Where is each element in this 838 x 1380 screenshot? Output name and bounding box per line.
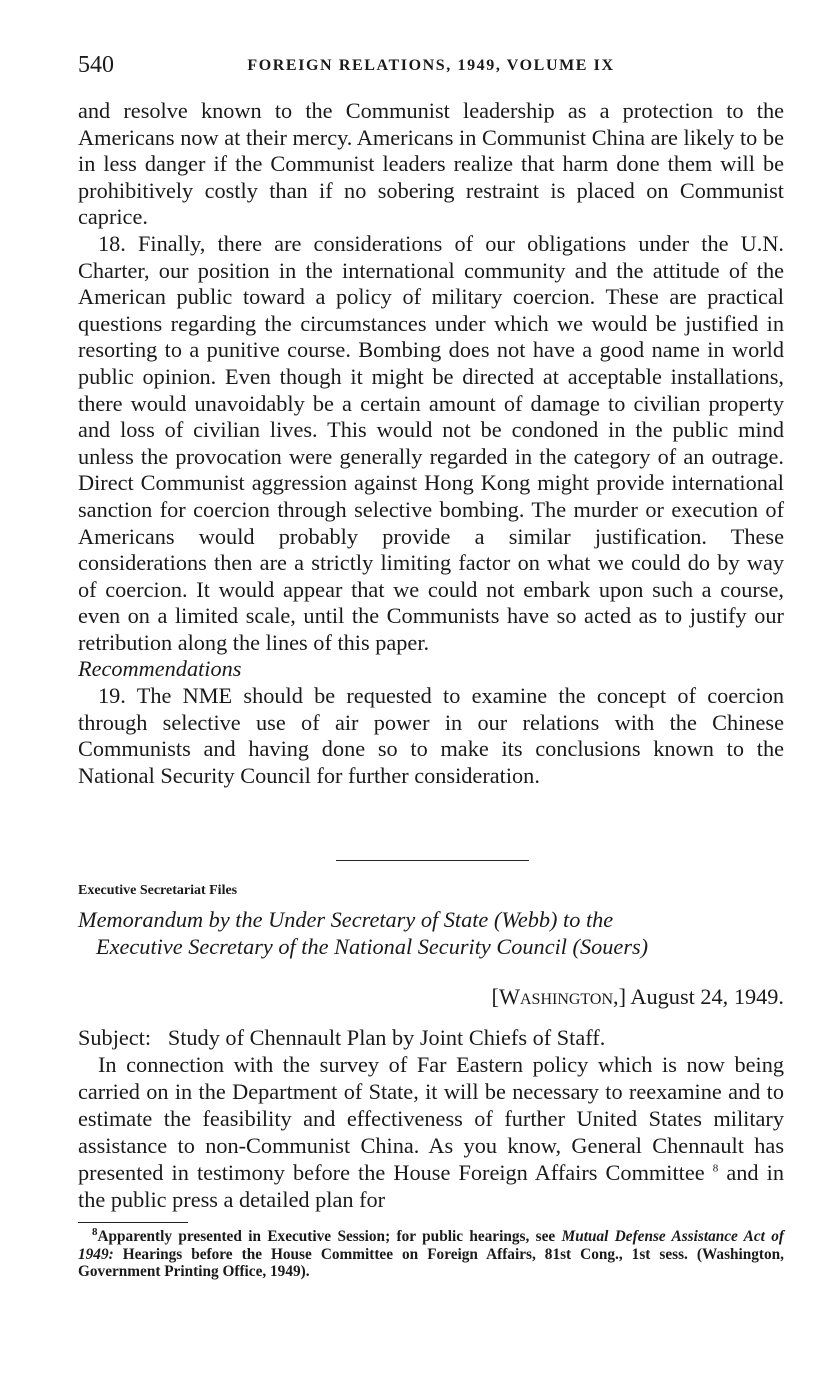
memo-title-line-1: Memorandum by the Under Secretary of State (Webb) to the (78, 907, 614, 932)
paragraph-18: 18. Finally, there are considerations of our obligations under the U.N. Charter, our position in the international community and the attitude of the American public toward a policy of military coercion. These are practical questions regarding the circumstances under which we would be justified in resorting to a punitive course. Bombing does not have a good name in world public opinion. Even though it might be directed at acceptable installations, there would unavoidably be a certain amount of damage to civilian property and loss of civilian lives. This would not be condoned in the public mind unless the provocation were generally regarded in the category of an outrage. Direct Communist aggression against Hong Kong might provide international sanction for coercion through selective bombing. The murder or execution of Americans would probably provide a similar justification. These considerations then are a strictly limiting factor on what we could do by way of coercion. It would appear that we could not embark upon such a course, even on a limited scale, until the Communists have so acted as to justify our retribution along the lines of this paper. (78, 230, 784, 655)
subject-text: Study of Chennault Plan by Joint Chiefs of Staff. (167, 1025, 606, 1050)
file-label: Executive Secretariat Files (78, 883, 238, 898)
running-title: FOREIGN RELATIONS, 1949, VOLUME IX (247, 57, 615, 74)
dateline-place: [Washington,] (491, 984, 627, 1009)
footnote-text-end: Hearings before the House Committee on Foreign Affairs, 81st Cong., 1st sess. (Washington, Government Printing Office, 1949). (78, 1245, 785, 1280)
dateline (492, 984, 784, 1010)
paragraph-19: 19. The NME should be requested to examine the concept of coercion through selective use of air power in our relations with the Chinese Communists and having done so to make its conclusions known to the National Security Council for further consideration. (78, 683, 784, 788)
body-text (78, 98, 784, 789)
memo-title-line-2: Executive Secretary of the National Security Council (Souers) (96, 934, 649, 959)
page-header (78, 52, 784, 84)
memo-paragraph-1-text: In connection with the survey of Far Eastern policy which is now being carried on in the Department of State, it will be necessary to reexamine and to estimate the feasibility and effectiveness of further United States military assistance to non-Communist China. As you know, General Chennault has presented in testimony before the House Foreign Affairs Committee (78, 1052, 784, 1185)
memo-body (78, 1024, 784, 1213)
page-number: 540 (78, 52, 114, 78)
recommendations-heading: Recommendations (78, 656, 242, 682)
footnote-reference[interactable]: 8 (712, 1162, 719, 1175)
footnote-italic-title: Mutual Defense Assistance Act of 1949: (78, 1228, 784, 1263)
section-divider (336, 860, 529, 861)
subject-label: Subject: (78, 1025, 152, 1050)
footnote-marker: 8 (92, 1225, 98, 1238)
footnote (78, 1225, 785, 1281)
footnote-rule (78, 1222, 188, 1223)
subject-line (78, 1024, 784, 1051)
memo-paragraph-1-end: and in the public press a detailed plan for (78, 1160, 784, 1212)
memo-paragraph-1 (78, 1051, 784, 1213)
paragraph-continuation: and resolve known to the Communist leadership as a protection to the Americans now at their mercy. Americans in Communist China are likely to be in less danger if the Communist leaders realize that harm done them will be prohibitively costly than if no sobering restraint is placed on Communist caprice. (78, 98, 784, 230)
memo-title (78, 906, 784, 960)
dateline-date: August 24, 1949. (630, 984, 784, 1009)
footnote-text-start: Apparently presented in Executive Session; for public hearings, see (97, 1228, 556, 1245)
